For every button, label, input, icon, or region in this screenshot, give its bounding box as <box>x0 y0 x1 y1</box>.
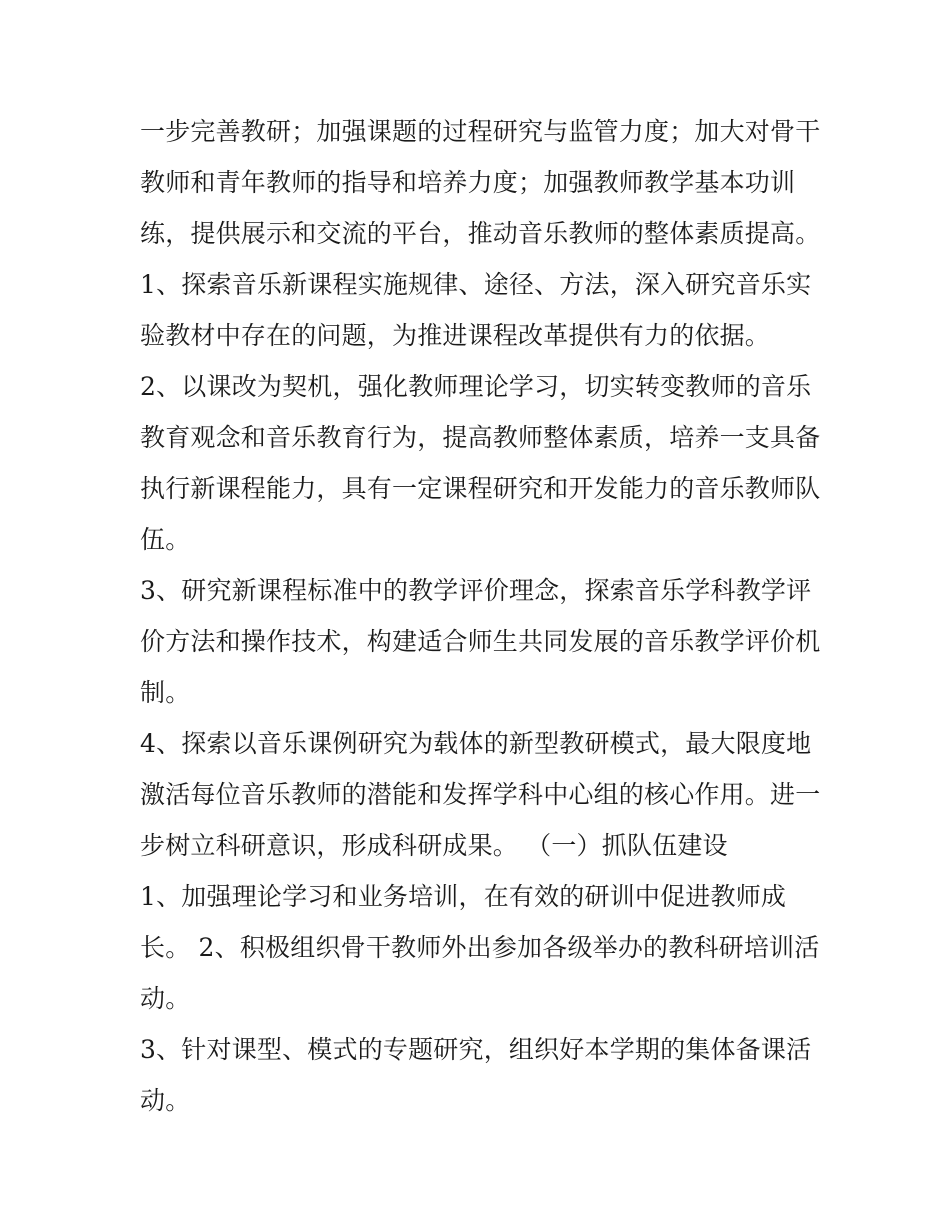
paragraph-item-2 <box>140 361 821 565</box>
text-line: 4、探索以音乐课例研究为载体的新型教研模式，最大限度地 <box>140 729 812 758</box>
paragraph-team-item-1-2 <box>140 871 820 1024</box>
text-line: 1、加强理论学习和业务培训，在有效的研训中促进教师成 <box>140 882 787 911</box>
text-line: 制。 <box>140 678 191 707</box>
text-line: 验教材中存在的问题，为推进课程改革提供有力的依据。 <box>140 321 771 350</box>
text-line: 激活每位音乐教师的潜能和发挥学科中心组的核心作用。进一 <box>140 780 821 809</box>
text-line: 教育观念和音乐教育行为，提高教师整体素质，培养一支具备 <box>140 423 821 452</box>
text-line: 2、以课改为契机，强化教师理论学习，切实转变教师的音乐 <box>140 372 812 401</box>
paragraph-intro-continued <box>140 106 821 259</box>
text-line: 动。 <box>140 1086 191 1115</box>
text-line: 动。 <box>140 984 191 1013</box>
paragraph-team-item-3 <box>140 1024 812 1126</box>
text-line: 练，提供展示和交流的平台，推动音乐教师的整体素质提高。 <box>140 219 821 248</box>
document-body <box>140 106 821 1126</box>
paragraph-item-3 <box>140 565 821 718</box>
paragraph-item-4 <box>140 718 821 871</box>
text-line: 执行新课程能力，具有一定课程研究和开发能力的音乐教师队 <box>140 474 821 503</box>
text-line: 价方法和操作技术，构建适合师生共同发展的音乐教学评价机 <box>140 627 821 656</box>
text-line: 步树立科研意识，形成科研成果。 （一）抓队伍建设 <box>140 831 728 860</box>
text-line: 1、探索音乐新课程实施规律、途径、方法，深入研究音乐实 <box>140 270 812 299</box>
text-line: 伍。 <box>140 525 191 554</box>
text-line: 一步完善教研；加强课题的过程研究与监管力度；加大对骨干 <box>140 117 821 146</box>
text-line: 3、针对课型、模式的专题研究，组织好本学期的集体备课活 <box>140 1035 812 1064</box>
paragraph-item-1 <box>140 259 812 361</box>
text-line: 3、研究新课程标准中的教学评价理念，探索音乐学科教学评 <box>140 576 812 605</box>
text-line: 长。 2、积极组织骨干教师外出参加各级举办的教科研培训活 <box>140 933 820 962</box>
text-line: 教师和青年教师的指导和培养力度；加强教师教学基本功训 <box>140 168 796 197</box>
